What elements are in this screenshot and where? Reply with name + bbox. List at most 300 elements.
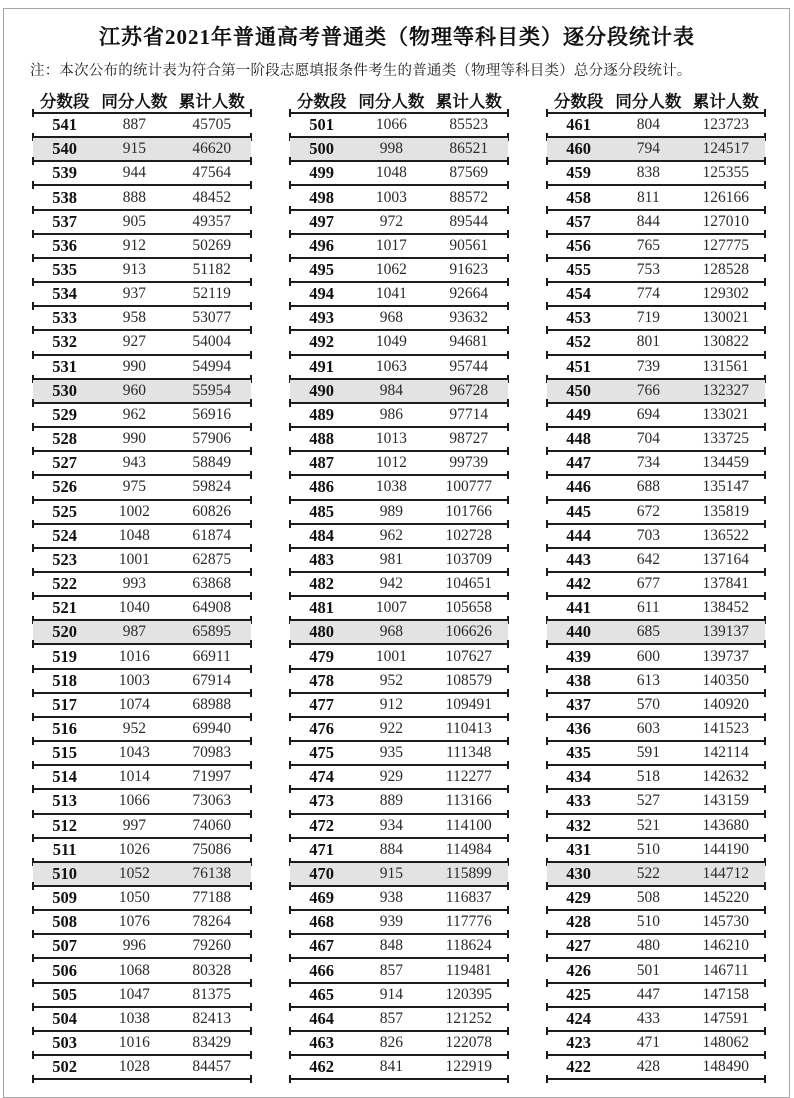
table-row xyxy=(290,742,508,766)
same-score-count: 913 xyxy=(122,261,146,279)
score-segment: 503 xyxy=(52,1033,77,1053)
cumulative-count: 122078 xyxy=(445,1034,492,1052)
same-score-count: 912 xyxy=(379,695,403,713)
score-segment: 443 xyxy=(566,549,591,569)
cumulative-count: 54004 xyxy=(192,333,232,351)
same-score-count: 914 xyxy=(379,985,403,1003)
same-score-count: 968 xyxy=(379,309,403,327)
cumulative-count: 117776 xyxy=(445,913,492,931)
score-segment: 446 xyxy=(566,477,591,497)
score-segment: 430 xyxy=(566,863,591,883)
table-row xyxy=(547,501,765,525)
table-row xyxy=(33,1032,251,1056)
same-score-count: 1068 xyxy=(118,961,150,979)
score-segment: 487 xyxy=(309,453,334,473)
table-row xyxy=(290,476,508,500)
score-segment: 516 xyxy=(52,718,77,738)
score-segment: 424 xyxy=(566,1008,591,1028)
same-score-count: 694 xyxy=(636,405,660,423)
table-row xyxy=(547,404,765,428)
table-row xyxy=(290,307,508,331)
table-row xyxy=(33,549,251,573)
same-score-count: 510 xyxy=(636,840,660,858)
cumulative-count: 92664 xyxy=(449,285,489,303)
column-header: 分数段 xyxy=(39,92,90,111)
column-header: 同分人数 xyxy=(615,92,682,111)
cumulative-count: 50269 xyxy=(192,236,232,254)
same-score-count: 1048 xyxy=(118,526,150,544)
score-segment: 459 xyxy=(566,163,591,183)
cumulative-count: 135147 xyxy=(702,478,749,496)
cumulative-count: 136522 xyxy=(702,526,749,544)
score-segment: 462 xyxy=(309,1057,334,1077)
same-score-count: 952 xyxy=(379,671,403,689)
table-row xyxy=(547,911,765,935)
table-row xyxy=(547,380,765,404)
cumulative-count: 69940 xyxy=(192,719,232,737)
table-row xyxy=(290,1032,508,1056)
cumulative-count: 109491 xyxy=(445,695,492,713)
same-score-count: 1012 xyxy=(375,454,407,472)
same-score-count: 685 xyxy=(636,623,660,641)
same-score-count: 1013 xyxy=(375,430,407,448)
same-score-count: 1014 xyxy=(118,768,150,786)
table-row xyxy=(33,428,251,452)
score-segment: 531 xyxy=(52,356,77,376)
table-row xyxy=(547,1056,765,1080)
table-row xyxy=(547,935,765,959)
cumulative-count: 114100 xyxy=(445,816,492,834)
cumulative-count: 104651 xyxy=(445,575,492,593)
score-segment: 438 xyxy=(566,670,591,690)
cumulative-count: 71997 xyxy=(192,768,232,786)
table-row xyxy=(290,356,508,380)
table-row xyxy=(290,501,508,525)
score-segment: 537 xyxy=(52,211,77,231)
cumulative-count: 74060 xyxy=(192,816,232,834)
cumulative-count: 67914 xyxy=(192,671,232,689)
cumulative-count: 123723 xyxy=(702,116,749,134)
table-row xyxy=(33,815,251,839)
table-row xyxy=(290,645,508,669)
score-segment: 515 xyxy=(52,743,77,763)
table-row xyxy=(33,839,251,863)
cumulative-count: 73063 xyxy=(192,792,232,810)
table-row xyxy=(547,863,765,887)
table-row xyxy=(290,404,508,428)
cumulative-count: 52119 xyxy=(192,285,231,303)
cumulative-count: 56916 xyxy=(192,405,232,423)
same-score-count: 591 xyxy=(636,744,660,762)
table-row xyxy=(547,1008,765,1032)
cumulative-count: 137164 xyxy=(702,550,749,568)
same-score-count: 1003 xyxy=(118,671,150,689)
same-score-count: 672 xyxy=(636,502,660,520)
same-score-count: 987 xyxy=(122,623,146,641)
score-segment: 539 xyxy=(52,163,77,183)
table-row xyxy=(547,331,765,355)
same-score-count: 704 xyxy=(636,430,660,448)
cumulative-count: 142114 xyxy=(702,744,749,762)
score-segment: 433 xyxy=(566,791,591,811)
same-score-count: 1049 xyxy=(375,333,407,351)
table-row xyxy=(290,597,508,621)
score-segment: 447 xyxy=(566,453,591,473)
score-segment: 466 xyxy=(309,960,334,980)
score-segment: 540 xyxy=(52,139,77,159)
table-row xyxy=(33,283,251,307)
cumulative-count: 148490 xyxy=(702,1058,749,1076)
table-row xyxy=(33,162,251,186)
score-segment: 457 xyxy=(566,211,591,231)
table-row xyxy=(290,718,508,742)
table-row xyxy=(547,573,765,597)
same-score-count: 848 xyxy=(379,937,403,955)
score-segment: 491 xyxy=(309,356,334,376)
tables-area xyxy=(33,88,765,1080)
table-row xyxy=(547,525,765,549)
cumulative-count: 91623 xyxy=(449,261,489,279)
same-score-count: 677 xyxy=(636,575,660,593)
score-segment: 528 xyxy=(52,429,77,449)
same-score-count: 857 xyxy=(379,1009,403,1027)
cumulative-count: 146711 xyxy=(702,961,749,979)
same-score-count: 975 xyxy=(122,478,146,496)
table-row xyxy=(33,307,251,331)
cumulative-count: 96728 xyxy=(449,381,489,399)
same-score-count: 1016 xyxy=(118,1034,150,1052)
cumulative-count: 137841 xyxy=(702,575,749,593)
table-row xyxy=(290,549,508,573)
same-score-count: 997 xyxy=(122,816,146,834)
table-row xyxy=(290,186,508,210)
table-row xyxy=(547,718,765,742)
score-segment: 463 xyxy=(309,1033,334,1053)
table-row xyxy=(33,259,251,283)
cumulative-count: 48452 xyxy=(192,188,232,206)
score-segment: 441 xyxy=(566,598,591,618)
same-score-count: 922 xyxy=(379,719,403,737)
score-table-right xyxy=(547,88,765,1080)
same-score-count: 934 xyxy=(379,816,403,834)
cumulative-count: 127010 xyxy=(702,212,749,230)
table-row xyxy=(33,766,251,790)
same-score-count: 927 xyxy=(122,333,146,351)
score-segment: 474 xyxy=(309,767,334,787)
cumulative-count: 120395 xyxy=(445,985,492,1003)
table-row xyxy=(290,694,508,718)
table-row xyxy=(33,597,251,621)
score-segment: 509 xyxy=(52,888,77,908)
same-score-count: 1074 xyxy=(118,695,150,713)
cumulative-count: 94681 xyxy=(449,333,489,351)
score-segment: 525 xyxy=(52,501,77,521)
score-segment: 427 xyxy=(566,936,591,956)
table-row xyxy=(547,549,765,573)
table-row xyxy=(33,114,251,138)
cumulative-count: 110413 xyxy=(445,719,492,737)
table-header xyxy=(290,88,508,114)
cumulative-count: 148062 xyxy=(702,1034,749,1052)
cumulative-count: 130021 xyxy=(702,309,749,327)
cumulative-count: 112277 xyxy=(445,768,492,786)
same-score-count: 990 xyxy=(122,357,146,375)
score-segment: 450 xyxy=(566,380,591,400)
score-segment: 521 xyxy=(52,598,77,618)
table-row xyxy=(547,959,765,983)
score-segment: 475 xyxy=(309,743,334,763)
cumulative-count: 114984 xyxy=(445,840,492,858)
score-segment: 452 xyxy=(566,332,591,352)
score-segment: 426 xyxy=(566,960,591,980)
score-segment: 527 xyxy=(52,453,77,473)
table-row xyxy=(33,959,251,983)
table-row xyxy=(33,501,251,525)
table-row xyxy=(547,162,765,186)
score-segment: 479 xyxy=(309,646,334,666)
same-score-count: 794 xyxy=(636,140,660,158)
score-segment: 484 xyxy=(309,525,334,545)
cumulative-count: 80328 xyxy=(192,961,232,979)
table-row xyxy=(290,815,508,839)
same-score-count: 428 xyxy=(636,1058,660,1076)
same-score-count: 1007 xyxy=(375,599,407,617)
column-header: 分数段 xyxy=(296,92,347,111)
score-segment: 518 xyxy=(52,670,77,690)
same-score-count: 570 xyxy=(636,695,660,713)
cumulative-count: 101766 xyxy=(445,502,492,520)
score-segment: 505 xyxy=(52,984,77,1004)
cumulative-count: 139137 xyxy=(702,623,749,641)
score-segment: 513 xyxy=(52,791,77,811)
cumulative-count: 81375 xyxy=(192,985,232,1003)
cumulative-count: 83429 xyxy=(192,1034,232,1052)
score-segment: 533 xyxy=(52,308,77,328)
score-segment: 432 xyxy=(566,815,591,835)
table-header xyxy=(547,88,765,114)
score-segment: 535 xyxy=(52,260,77,280)
same-score-count: 527 xyxy=(636,792,660,810)
cumulative-count: 144190 xyxy=(702,840,749,858)
cumulative-count: 108579 xyxy=(445,671,492,689)
score-segment: 436 xyxy=(566,718,591,738)
same-score-count: 1040 xyxy=(118,599,150,617)
cumulative-count: 51182 xyxy=(192,261,231,279)
table-row xyxy=(547,742,765,766)
same-score-count: 1026 xyxy=(118,840,150,858)
table-row xyxy=(547,694,765,718)
cumulative-count: 59824 xyxy=(192,478,232,496)
cumulative-count: 45705 xyxy=(192,116,232,134)
table-row xyxy=(290,259,508,283)
table-row xyxy=(290,452,508,476)
table-row xyxy=(547,645,765,669)
table-row xyxy=(290,235,508,259)
table-row xyxy=(290,935,508,959)
score-segment: 523 xyxy=(52,549,77,569)
table-row xyxy=(33,404,251,428)
score-segment: 476 xyxy=(309,718,334,738)
score-segment: 493 xyxy=(309,308,334,328)
cumulative-count: 62875 xyxy=(192,550,232,568)
cumulative-count: 65895 xyxy=(192,623,232,641)
score-segment: 508 xyxy=(52,912,77,932)
cumulative-count: 135819 xyxy=(702,502,749,520)
table-row xyxy=(547,452,765,476)
same-score-count: 1063 xyxy=(375,357,407,375)
table-row xyxy=(290,1008,508,1032)
same-score-count: 688 xyxy=(636,478,660,496)
score-segment: 534 xyxy=(52,284,77,304)
same-score-count: 447 xyxy=(636,985,660,1003)
cumulative-count: 82413 xyxy=(192,1009,232,1027)
same-score-count: 844 xyxy=(636,212,660,230)
same-score-count: 981 xyxy=(379,550,403,568)
score-segment: 489 xyxy=(309,404,334,424)
same-score-count: 765 xyxy=(636,236,660,254)
score-segment: 483 xyxy=(309,549,334,569)
table-row xyxy=(33,235,251,259)
same-score-count: 984 xyxy=(379,381,403,399)
score-segment: 448 xyxy=(566,429,591,449)
score-segment: 488 xyxy=(309,429,334,449)
cumulative-count: 147591 xyxy=(702,1009,749,1027)
score-table-left xyxy=(33,88,251,1080)
table-row xyxy=(547,186,765,210)
same-score-count: 703 xyxy=(636,526,660,544)
table-header xyxy=(33,88,251,114)
table-row xyxy=(290,573,508,597)
same-score-count: 753 xyxy=(636,261,660,279)
same-score-count: 888 xyxy=(122,188,146,206)
cumulative-count: 127775 xyxy=(702,236,749,254)
same-score-count: 986 xyxy=(379,405,403,423)
same-score-count: 611 xyxy=(637,599,660,617)
same-score-count: 471 xyxy=(636,1034,660,1052)
same-score-count: 1038 xyxy=(375,478,407,496)
score-segment: 435 xyxy=(566,743,591,763)
column-header: 分数段 xyxy=(553,92,604,111)
same-score-count: 943 xyxy=(122,454,146,472)
score-segment: 532 xyxy=(52,332,77,352)
cumulative-count: 126166 xyxy=(702,188,749,206)
score-segment: 501 xyxy=(309,115,334,135)
table-row xyxy=(33,573,251,597)
table-row xyxy=(547,283,765,307)
cumulative-count: 99739 xyxy=(449,454,489,472)
cumulative-count: 128528 xyxy=(702,261,749,279)
cumulative-count: 122919 xyxy=(445,1058,492,1076)
same-score-count: 912 xyxy=(122,236,146,254)
same-score-count: 962 xyxy=(379,526,403,544)
table-row xyxy=(547,235,765,259)
same-score-count: 739 xyxy=(636,357,660,375)
table-row xyxy=(290,1056,508,1080)
score-segment: 444 xyxy=(566,525,591,545)
cumulative-count: 89544 xyxy=(449,212,489,230)
score-segment: 478 xyxy=(309,670,334,690)
score-segment: 507 xyxy=(52,936,77,956)
score-segment: 437 xyxy=(566,694,591,714)
score-segment: 482 xyxy=(309,574,334,594)
same-score-count: 952 xyxy=(122,719,146,737)
cumulative-count: 107627 xyxy=(445,647,492,665)
table-row xyxy=(33,984,251,1008)
score-segment: 464 xyxy=(309,1008,334,1028)
cumulative-count: 85523 xyxy=(449,116,489,134)
same-score-count: 1016 xyxy=(118,647,150,665)
same-score-count: 993 xyxy=(122,575,146,593)
score-segment: 461 xyxy=(566,115,591,135)
table-row xyxy=(33,186,251,210)
same-score-count: 603 xyxy=(636,719,660,737)
score-segment: 428 xyxy=(566,912,591,932)
cumulative-count: 131561 xyxy=(702,357,749,375)
table-row xyxy=(33,887,251,911)
score-segment: 451 xyxy=(566,356,591,376)
cumulative-count: 63868 xyxy=(192,575,232,593)
score-segment: 469 xyxy=(309,888,334,908)
cumulative-count: 103709 xyxy=(445,550,492,568)
score-segment: 500 xyxy=(309,139,334,159)
score-segment: 494 xyxy=(309,284,334,304)
cumulative-count: 146210 xyxy=(702,937,749,955)
table-row xyxy=(33,645,251,669)
same-score-count: 905 xyxy=(122,212,146,230)
cumulative-count: 133725 xyxy=(702,430,749,448)
same-score-count: 857 xyxy=(379,961,403,979)
table-row xyxy=(290,959,508,983)
table-row xyxy=(290,766,508,790)
table-row xyxy=(290,283,508,307)
same-score-count: 826 xyxy=(379,1034,403,1052)
cumulative-count: 57906 xyxy=(192,430,232,448)
table-row xyxy=(547,621,765,645)
score-segment: 514 xyxy=(52,767,77,787)
score-table-middle xyxy=(290,88,508,1080)
cumulative-count: 49357 xyxy=(192,212,232,230)
same-score-count: 1002 xyxy=(118,502,150,520)
same-score-count: 935 xyxy=(379,744,403,762)
score-segment: 520 xyxy=(52,622,77,642)
score-segment: 440 xyxy=(566,622,591,642)
table-row xyxy=(547,1032,765,1056)
same-score-count: 990 xyxy=(122,430,146,448)
score-segment: 510 xyxy=(52,863,77,883)
table-row xyxy=(547,815,765,839)
table-row xyxy=(547,428,765,452)
score-segment: 512 xyxy=(52,815,77,835)
table-row xyxy=(290,114,508,138)
same-score-count: 887 xyxy=(122,116,146,134)
same-score-count: 998 xyxy=(379,140,403,158)
score-segment: 471 xyxy=(309,839,334,859)
table-row xyxy=(547,597,765,621)
same-score-count: 719 xyxy=(636,309,660,327)
same-score-count: 811 xyxy=(637,188,660,206)
cumulative-count: 100777 xyxy=(445,478,492,496)
column-header: 累计人数 xyxy=(435,92,502,111)
score-segment: 511 xyxy=(52,839,77,859)
cumulative-count: 138452 xyxy=(702,599,749,617)
table-row xyxy=(547,356,765,380)
cumulative-count: 116837 xyxy=(445,889,492,907)
same-score-count: 942 xyxy=(379,575,403,593)
same-score-count: 944 xyxy=(122,164,146,182)
same-score-count: 1076 xyxy=(118,913,150,931)
column-header: 同分人数 xyxy=(101,92,168,111)
cumulative-count: 144712 xyxy=(702,864,749,882)
